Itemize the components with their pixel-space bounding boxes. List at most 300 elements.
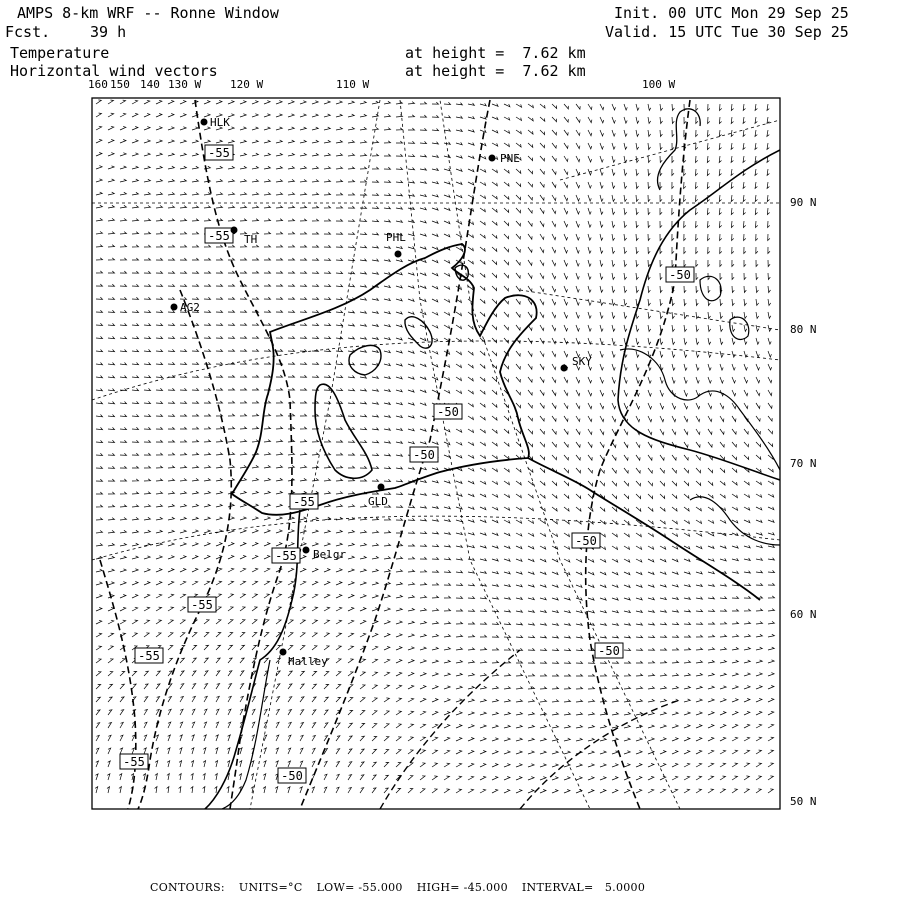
wind-vector [132, 530, 138, 533]
wind-vector [396, 415, 402, 418]
wind-vector [444, 312, 450, 315]
wind-vector [480, 520, 486, 523]
wind-vector [120, 518, 127, 521]
wind-vector [204, 440, 211, 442]
wind-vector [624, 143, 627, 149]
wind-vector [540, 687, 547, 689]
wind-vector [516, 712, 522, 715]
wind-vector [564, 648, 571, 650]
wind-vector [179, 787, 181, 793]
wind-vector [228, 620, 233, 624]
wind-vector [156, 492, 163, 495]
wind-vector [384, 750, 389, 754]
wind-vector [516, 559, 522, 562]
wind-vector [348, 633, 354, 637]
svg-text:-50: -50 [669, 268, 691, 282]
wind-vector [108, 582, 114, 585]
wind-vector [132, 323, 139, 325]
wind-vector [719, 156, 721, 163]
wind-vector [612, 104, 616, 110]
wind-vector [144, 153, 150, 156]
wind-vector [360, 479, 367, 481]
wind-vector [528, 738, 534, 741]
wind-vector [444, 273, 450, 276]
wind-vector [660, 221, 662, 228]
wind-vector [396, 750, 401, 754]
wind-vector [108, 376, 115, 378]
wind-vector [660, 661, 667, 663]
wind-vector [624, 403, 628, 409]
wind-vector [504, 429, 509, 433]
wind-vector [696, 609, 703, 611]
wind-vector [228, 401, 235, 403]
wind-vector [192, 232, 199, 234]
wind-vector [132, 401, 139, 403]
wind-vector [288, 101, 294, 104]
wind-vector [192, 206, 199, 208]
wind-vector [636, 455, 640, 460]
wind-vector [396, 154, 403, 156]
wind-vector [252, 440, 259, 442]
wind-vector [564, 585, 570, 588]
wind-vector [588, 403, 592, 409]
wind-vector [480, 103, 486, 106]
wind-vector [576, 442, 580, 447]
wind-vector [168, 722, 171, 728]
wind-vector [768, 698, 774, 702]
wind-vector [120, 219, 127, 222]
wind-vector [120, 748, 123, 754]
wind-vector [636, 712, 642, 715]
wind-vector [684, 234, 686, 241]
wind-vector [384, 298, 390, 301]
wind-vector [456, 647, 462, 650]
wind-vector [120, 466, 127, 468]
wind-vector [107, 774, 110, 780]
wind-vector [372, 595, 378, 598]
wind-vector [564, 777, 570, 780]
wind-vector [240, 140, 246, 143]
contour-label [434, 404, 462, 419]
wind-vector [600, 325, 603, 331]
wind-vector [252, 179, 258, 182]
wind-vector [636, 117, 639, 123]
wind-vector [144, 271, 151, 273]
wind-vector [132, 748, 135, 754]
wind-vector [276, 761, 279, 767]
wind-vector [336, 697, 341, 702]
wind-vector [564, 790, 570, 794]
wind-vector [96, 440, 103, 442]
wind-vector [360, 389, 366, 391]
wind-vector [468, 571, 474, 573]
wind-vector [192, 504, 198, 507]
wind-vector [684, 416, 688, 422]
wind-vector [96, 389, 102, 391]
wind-vector [300, 723, 304, 729]
wind-vector [312, 697, 316, 702]
wind-vector [480, 390, 485, 394]
wind-vector [252, 697, 255, 703]
wind-vector [624, 789, 630, 793]
wind-vector [528, 700, 534, 703]
wind-vector [384, 685, 390, 689]
wind-vector [312, 787, 315, 793]
wind-vector [312, 543, 318, 546]
wind-vector [300, 232, 307, 234]
wind-vector [348, 219, 355, 221]
wind-vector [672, 789, 678, 793]
wind-vector [312, 748, 315, 754]
wind-vector [96, 205, 102, 208]
wind-vector [504, 104, 510, 107]
wind-vector [408, 351, 414, 354]
wind-vector [756, 260, 758, 267]
wind-vector [348, 556, 354, 559]
wind-vector [156, 258, 163, 260]
wind-vector [240, 401, 247, 403]
wind-vector [660, 635, 667, 637]
wind-vector [708, 117, 710, 124]
wind-vector [672, 559, 678, 562]
wind-vector [444, 763, 450, 767]
wind-vector [564, 597, 570, 600]
wind-vector [528, 351, 532, 356]
wind-vector [768, 442, 773, 447]
wind-vector [528, 182, 532, 187]
wind-vector [300, 166, 306, 169]
wind-vector [480, 260, 485, 264]
wind-vector [300, 336, 307, 338]
wind-vector [180, 219, 187, 221]
wind-vector [768, 494, 774, 497]
wind-vector [492, 764, 498, 768]
wind-vector [516, 286, 520, 291]
wind-vector [324, 440, 331, 442]
wind-vector [432, 155, 438, 158]
wind-vector [143, 774, 146, 780]
wind-vector [132, 245, 139, 247]
wind-vector [732, 558, 738, 561]
wind-vector [744, 312, 747, 318]
wind-vector [720, 520, 726, 523]
wind-vector [120, 179, 126, 182]
wind-vector [480, 455, 486, 459]
wind-vector [492, 182, 497, 186]
wind-vector [516, 351, 520, 356]
wind-vector [312, 723, 316, 728]
wind-vector [156, 594, 162, 598]
wind-vector [108, 284, 115, 286]
legend-units: UNITS=°C [238, 881, 303, 894]
wind-vector [168, 323, 175, 325]
wind-vector [228, 388, 235, 390]
wind-vector [132, 594, 138, 598]
wind-vector [708, 468, 713, 473]
wind-vector [336, 337, 343, 339]
wind-vector [336, 298, 343, 300]
wind-vector [552, 494, 557, 498]
wind-vector [660, 776, 666, 780]
wind-vector [456, 390, 462, 394]
wind-vector [564, 429, 568, 434]
wind-vector [336, 569, 342, 572]
wind-vector [696, 584, 702, 587]
wind-vector [648, 661, 655, 663]
wind-vector [684, 286, 686, 293]
wind-vector [132, 684, 136, 689]
wind-vector [755, 117, 757, 123]
svg-text:-55: -55 [208, 146, 230, 160]
wind-vector [156, 206, 163, 209]
wind-vector [276, 388, 283, 390]
wind-vector [372, 402, 378, 404]
wind-vector [204, 620, 209, 624]
wind-vector [504, 610, 510, 612]
wind-vector [372, 724, 377, 728]
wind-vector [768, 221, 770, 228]
wind-vector [768, 673, 774, 676]
wind-vector [264, 709, 267, 715]
wind-vector [744, 711, 750, 715]
wind-vector [755, 156, 757, 162]
wind-vector [276, 271, 283, 273]
wind-vector [444, 789, 449, 793]
contour-label [595, 643, 623, 658]
wind-vector [396, 350, 402, 353]
wind-vector [132, 297, 139, 299]
wind-vector [156, 581, 162, 585]
wind-vector [624, 325, 627, 331]
wind-vector [564, 260, 568, 266]
wind-vector [360, 272, 366, 274]
wind-vector [396, 337, 402, 340]
wind-vector [552, 455, 556, 460]
wind-vector [156, 100, 162, 104]
svg-text:-50: -50 [598, 644, 620, 658]
wind-vector [744, 545, 750, 548]
wind-vector [528, 273, 532, 278]
wind-vector [624, 390, 628, 396]
lon-label-110w: 110 W [336, 78, 370, 91]
wind-vector [132, 427, 139, 429]
wind-vector [731, 182, 733, 188]
wind-vector [480, 416, 485, 420]
wind-vector [660, 403, 664, 409]
wind-vector [708, 571, 714, 574]
wind-vector [132, 607, 138, 611]
wind-vector [420, 207, 426, 210]
wind-vector [336, 324, 343, 326]
wind-vector [528, 790, 534, 794]
wind-vector [564, 182, 568, 188]
wind-vector [516, 208, 520, 213]
wind-vector [600, 777, 606, 780]
wind-vector [504, 182, 509, 186]
wind-vector [96, 166, 102, 169]
wind-vector [264, 722, 267, 728]
wind-vector [540, 260, 544, 266]
wind-vector [336, 594, 342, 598]
wind-vector [444, 182, 450, 185]
wind-vector [636, 338, 639, 344]
wind-vector [504, 455, 509, 459]
wind-vector [324, 232, 331, 234]
wind-vector [252, 620, 257, 624]
wind-vector [132, 271, 139, 273]
wind-vector [192, 568, 198, 572]
wind-vector [144, 722, 147, 728]
wind-vector [156, 453, 163, 455]
wind-vector [612, 687, 619, 689]
wind-vector [540, 674, 547, 676]
wind-vector [336, 479, 343, 481]
wind-vector [144, 505, 151, 508]
wind-vector [528, 751, 534, 754]
wind-vector [324, 114, 330, 117]
wind-vector [156, 620, 161, 624]
wind-vector [144, 453, 151, 455]
wind-vector [120, 543, 126, 546]
wind-vector [552, 312, 556, 318]
wind-vector [492, 247, 497, 251]
wind-vector [360, 723, 365, 728]
wind-vector [192, 271, 199, 273]
wind-vector [432, 286, 438, 289]
wind-vector [324, 466, 331, 468]
wind-vector [564, 351, 568, 357]
wind-vector [348, 440, 355, 442]
wind-vector [312, 440, 319, 442]
wind-vector [684, 610, 690, 612]
wind-vector [756, 455, 761, 459]
wind-vector [492, 751, 498, 754]
wind-vector [432, 247, 438, 250]
station-marker [489, 155, 496, 162]
wind-vector [216, 645, 221, 650]
wind-vector [624, 169, 627, 175]
wind-vector [672, 312, 675, 319]
wind-vector [696, 455, 700, 460]
wind-vector [180, 114, 186, 117]
wind-vector [732, 429, 736, 434]
wind-vector [576, 429, 580, 434]
wind-vector [528, 533, 534, 536]
wind-vector [120, 245, 127, 247]
wind-vector [552, 520, 557, 524]
wind-vector [336, 774, 339, 780]
wind-vector [492, 403, 497, 407]
wind-vector [720, 442, 724, 447]
wind-vector [300, 440, 307, 442]
wind-vector [744, 234, 746, 241]
wind-vector [276, 709, 279, 715]
wind-vector [492, 195, 497, 199]
wind-vector [564, 494, 569, 498]
wind-vector [612, 585, 618, 588]
wind-vector [732, 455, 737, 460]
wind-vector [324, 761, 327, 767]
wind-vector [252, 193, 259, 196]
wind-vector [288, 710, 292, 716]
wind-vector [696, 377, 699, 383]
wind-vector [300, 684, 304, 689]
wind-vector [336, 362, 343, 364]
wind-vector [696, 351, 699, 357]
wind-vector [540, 712, 546, 715]
wind-vector [456, 776, 462, 780]
wind-vector [216, 336, 223, 338]
wind-vector [372, 154, 379, 156]
wind-vector [300, 310, 307, 312]
wind-vector [720, 338, 723, 344]
wind-vector [408, 220, 414, 223]
wind-vector [144, 388, 151, 390]
wind-vector [360, 167, 367, 169]
wind-vector [216, 284, 223, 286]
svg-text:-50: -50 [281, 769, 303, 783]
wind-vector [228, 581, 234, 585]
wind-vector [336, 582, 342, 586]
wind-vector [552, 104, 557, 109]
station-marker [280, 649, 287, 656]
wind-vector [336, 414, 343, 416]
wind-vector [228, 375, 235, 377]
wind-vector [336, 453, 343, 455]
wind-vector [708, 750, 714, 754]
wind-vector [744, 558, 750, 561]
wind-vector [228, 179, 234, 182]
wind-vector [96, 479, 103, 481]
wind-vector [288, 761, 291, 767]
wind-vector [408, 506, 415, 508]
wind-vector [600, 351, 603, 357]
wind-vector [528, 338, 532, 343]
wind-vector [684, 776, 690, 780]
wind-vector [408, 415, 414, 418]
wind-vector [684, 429, 688, 435]
wind-vector [684, 597, 690, 599]
wind-vector [216, 594, 221, 598]
wind-vector [480, 571, 486, 574]
wind-vector [168, 556, 174, 559]
wind-vector [732, 596, 739, 598]
wind-vector [360, 569, 366, 572]
wind-vector [300, 646, 305, 650]
wind-vector [744, 647, 750, 650]
wind-vector [108, 761, 111, 767]
wind-vector [348, 543, 354, 546]
wind-vector [636, 751, 642, 754]
wind-vector [108, 389, 115, 391]
wind-vector [588, 468, 592, 473]
wind-vector [336, 232, 343, 234]
wind-vector [396, 608, 402, 611]
wind-vector [492, 725, 498, 728]
wind-vector [396, 298, 402, 301]
wind-vector [408, 647, 414, 650]
wind-vector [444, 660, 450, 663]
wind-vector [156, 388, 163, 390]
wind-vector [228, 101, 234, 104]
wind-vector [228, 568, 234, 572]
wind-vector [468, 364, 473, 368]
wind-vector [216, 166, 222, 169]
wind-vector [192, 375, 199, 377]
wind-vector [144, 401, 151, 403]
wind-vector [360, 350, 366, 352]
wind-vector [492, 584, 498, 587]
